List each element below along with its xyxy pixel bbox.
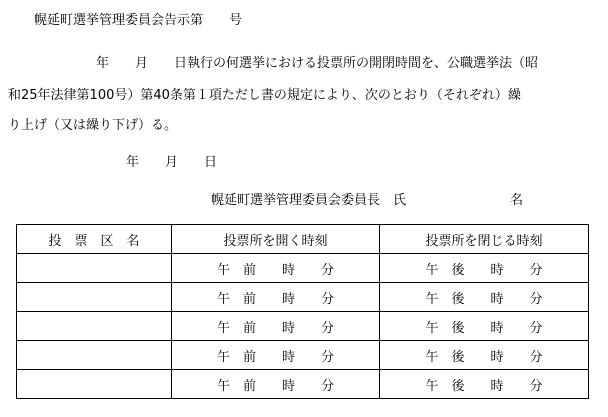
- table-row: [17, 283, 589, 312]
- table-header-row: [17, 225, 589, 254]
- header-district-name: 投 票 区 名: [17, 225, 172, 254]
- table-row: [17, 254, 589, 283]
- open-time-cell: 午 前 時 分: [172, 312, 380, 341]
- close-time-cell: 午 後 時 分: [380, 341, 589, 370]
- district-cell[interactable]: [17, 283, 172, 312]
- district-cell[interactable]: [17, 341, 172, 370]
- district-cell[interactable]: [17, 312, 172, 341]
- header-close-time: 投票所を閉じる時刻: [380, 225, 589, 254]
- open-time-cell: 午 前 時 分: [172, 370, 380, 399]
- district-cell[interactable]: [17, 254, 172, 283]
- header-open-time: 投票所を開く時刻: [172, 225, 380, 254]
- body-text-line-3: り上げ（又は繰り下げ）る。: [8, 118, 178, 133]
- district-cell[interactable]: [17, 370, 172, 399]
- date-line: 年 月 日: [126, 155, 218, 170]
- close-time-cell: 午 後 時 分: [380, 283, 589, 312]
- open-time-cell: 午 前 時 分: [172, 341, 380, 370]
- notice-number-line: 幌延町選挙管理委員会告示第 号: [34, 13, 243, 28]
- polling-hours-table: [16, 224, 589, 399]
- table-row: [17, 312, 589, 341]
- table-row: [17, 370, 589, 399]
- open-time-cell: 午 前 時 分: [172, 283, 380, 312]
- close-time-cell: 午 後 時 分: [380, 370, 589, 399]
- close-time-cell: 午 後 時 分: [380, 254, 589, 283]
- table-row: [17, 341, 589, 370]
- signature-line: 幌延町選挙管理委員会委員長 氏 名: [211, 193, 524, 208]
- body-text-line-2: 和25年法律第100号）第40条第１項ただし書の規定により、次のとおり（それぞれ）繰: [8, 88, 521, 103]
- body-text-line-1: 年 月 日執行の何選挙における投票所の開閉時間を、公職選挙法（昭: [96, 56, 539, 71]
- close-time-cell: 午 後 時 分: [380, 312, 589, 341]
- open-time-cell: 午 前 時 分: [172, 254, 380, 283]
